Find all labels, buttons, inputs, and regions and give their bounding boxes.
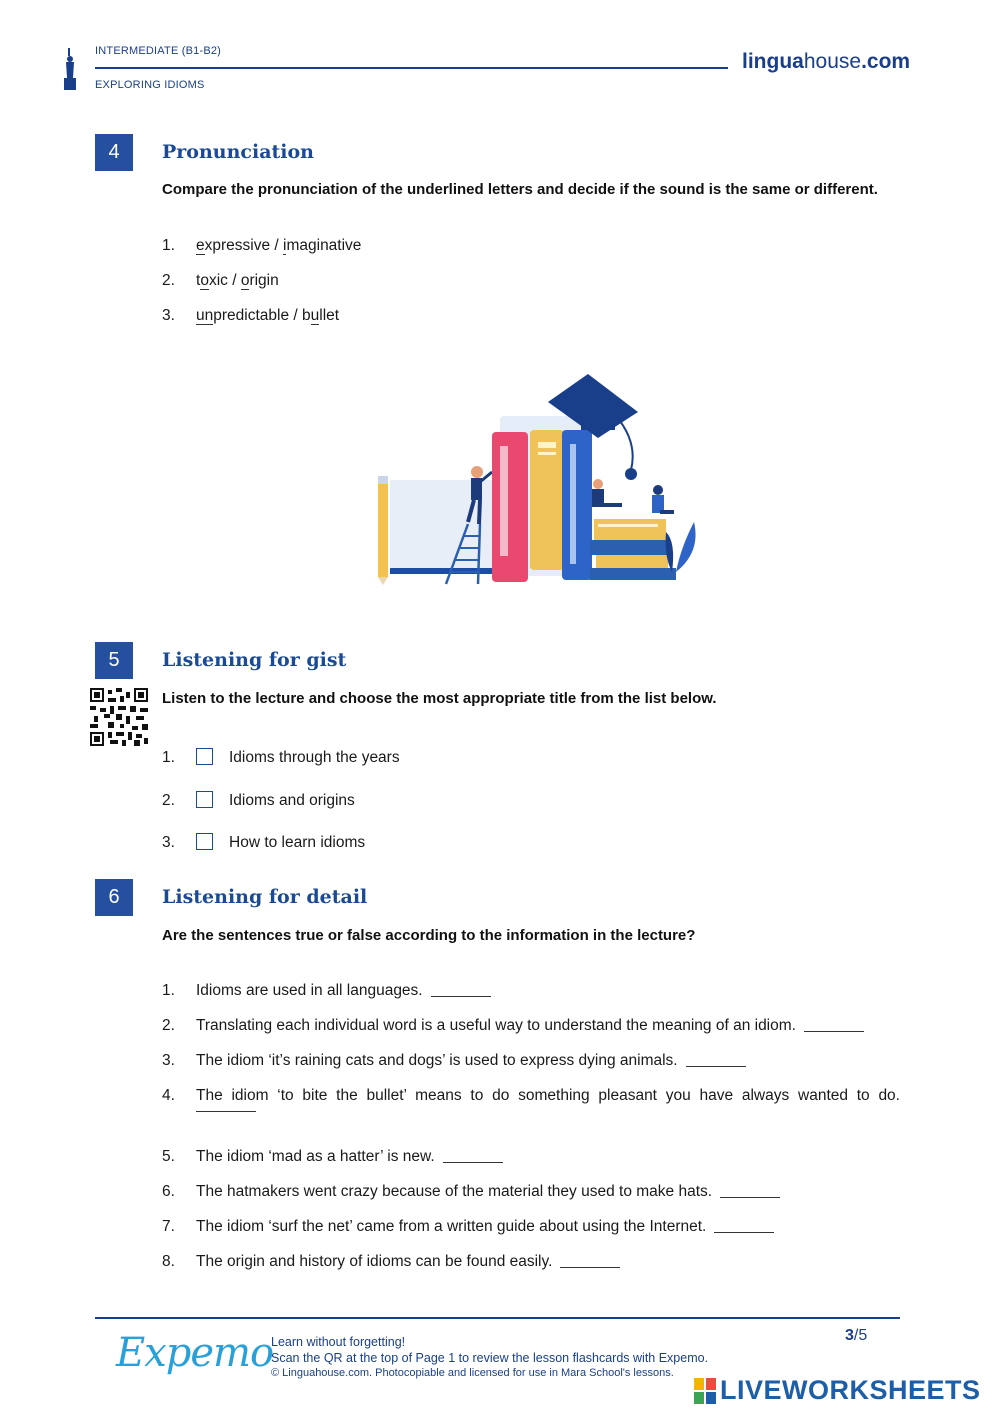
section-6-number: 6 (95, 879, 133, 916)
footer-qr-note: Scan the QR at the top of Page 1 to review the lesson flashcards with Expemo. (271, 1351, 709, 1365)
brand-part-3: .com (861, 50, 911, 73)
section-6-instruction: Are the sentences true or false according to the information in the lecture? (162, 927, 696, 944)
detail-statement: 3. The idiom ‘it’s raining cats and dogs’ is used to express dying animals. (162, 1052, 746, 1070)
liveworksheets-icon (694, 1378, 716, 1404)
detail-statement: 8. The origin and history of idioms can be found easily. (162, 1253, 620, 1271)
section-4-number: 4 (95, 134, 133, 171)
answer-blank[interactable] (560, 1267, 620, 1268)
footer-divider (95, 1317, 900, 1319)
section-4-title: Pronunciation (162, 141, 314, 163)
gist-option: 2. Idioms and origins (162, 792, 355, 809)
liveworksheets-logo[interactable] (694, 1375, 981, 1406)
page-number: 3/5 (845, 1327, 868, 1344)
detail-statement: 4. The idiom ‘to bite the bullet’ means to do something pleasant you have always wanted to do. (162, 1087, 900, 1104)
section-5-number: 5 (95, 642, 133, 679)
detail-statement: 1. Idioms are used in all languages. (162, 982, 491, 1000)
footer-copyright: © Linguahouse.com. Photocopiable and licensed for use in Mara School's lessons. (271, 1367, 674, 1379)
pronunciation-item: 1. expressive / imaginative (162, 237, 362, 254)
answer-blank[interactable] (686, 1066, 746, 1067)
pronunciation-item: 3. unpredictable / bullet (162, 307, 340, 324)
answer-blank[interactable] (714, 1232, 774, 1233)
footer-tagline: Learn without forgetting! (271, 1335, 406, 1349)
answer-blank[interactable] (720, 1197, 780, 1198)
gist-option-checkbox[interactable] (196, 791, 213, 808)
answer-blank[interactable] (431, 996, 491, 997)
brand-logo[interactable] (742, 50, 910, 74)
gist-option-checkbox[interactable] (196, 748, 213, 765)
statue-of-liberty-icon (62, 48, 78, 90)
gist-option-checkbox[interactable] (196, 833, 213, 850)
header-divider (95, 67, 728, 69)
section-6-title: Listening for detail (162, 886, 368, 908)
gist-option: 1. Idioms through the years (162, 749, 400, 766)
answer-blank[interactable] (443, 1162, 503, 1163)
section-4-instruction: Compare the pronunciation of the underlined letters and decide if the sound is the same or different. (162, 181, 878, 198)
detail-statement: 6. The hatmakers went crazy because of the material they used to make hats. (162, 1183, 780, 1201)
books-illustration (376, 372, 706, 590)
answer-blank[interactable] (804, 1031, 864, 1032)
pronunciation-item: 2. toxic / origin (162, 272, 279, 289)
brand-part-1: lingua (742, 50, 804, 73)
expemo-logo[interactable]: Expemo (116, 1330, 274, 1376)
level-label: INTERMEDIATE (B1-B2) (95, 45, 222, 57)
detail-statement: 7. The idiom ‘surf the net’ came from a written guide about using the Internet. (162, 1218, 774, 1236)
brand-part-2: house (803, 50, 862, 73)
liveworksheets-text: LIVEWORKSHEETS (720, 1375, 981, 1405)
detail-statement: 2. Translating each individual word is a useful way to understand the meaning of an idiom. (162, 1017, 864, 1035)
qr-code-icon[interactable] (90, 688, 148, 746)
section-5-instruction: Listen to the lecture and choose the most appropriate title from the list below. (162, 690, 717, 707)
answer-blank[interactable] (196, 1111, 256, 1112)
gist-option: 3. How to learn idioms (162, 834, 366, 851)
detail-statement: 5. The idiom ‘mad as a hatter’ is new. (162, 1148, 503, 1166)
section-5-title: Listening for gist (162, 649, 347, 671)
topic-label: EXPLORING IDIOMS (95, 79, 205, 91)
